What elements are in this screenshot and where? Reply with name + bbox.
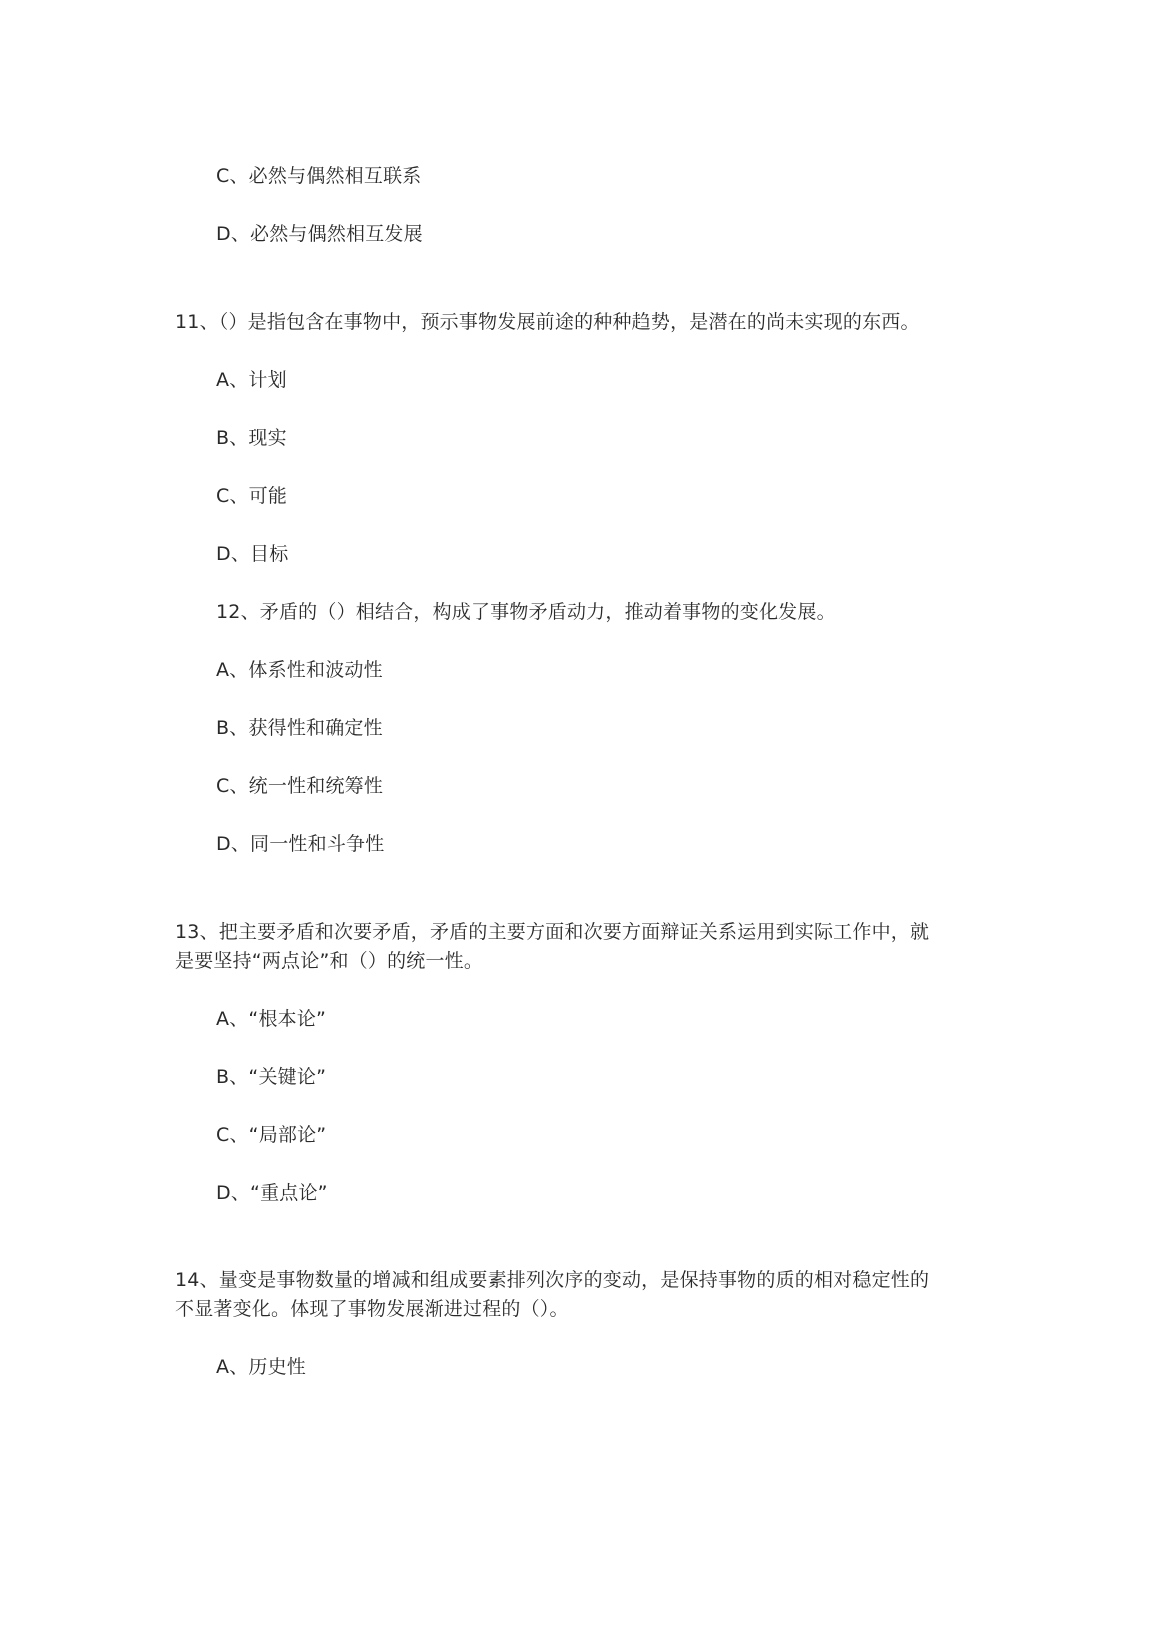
- q11-option-b: B、现实: [216, 427, 287, 449]
- q11-option-a: A、计划: [216, 369, 287, 391]
- q11-option-c: C、可能: [216, 485, 288, 507]
- q12-option-d: D、同一性和斗争性: [216, 833, 385, 855]
- q14-stem-line-2: 不显著变化。体现了事物发展渐进过程的（）。: [175, 1298, 569, 1320]
- q14-stem-line-1: 14、量变是事物数量的增减和组成要素排列次序的变动，是保持事物的质的相对稳定性的: [175, 1269, 930, 1291]
- q10-option-c: C、必然与偶然相互联系: [216, 165, 422, 187]
- q12-option-b: B、获得性和确定性: [216, 717, 383, 739]
- q14-option-a: A、历史性: [216, 1356, 306, 1378]
- q13-stem-line-1: 13、把主要矛盾和次要矛盾，矛盾的主要方面和次要方面辩证关系运用到实际工作中，就: [175, 921, 930, 943]
- q11-stem: 11、（）是指包含在事物中，预示事物发展前途的种种趋势，是潜在的尚未实现的东西。: [175, 311, 920, 333]
- q12-stem: 12、矛盾的（）相结合，构成了事物矛盾动力，推动着事物的变化发展。: [216, 601, 836, 623]
- q13-option-d: D、“重点论”: [216, 1182, 328, 1204]
- q13-option-c: C、“局部论”: [216, 1124, 327, 1146]
- q10-option-d: D、必然与偶然相互发展: [216, 223, 423, 245]
- q12-option-a: A、体系性和波动性: [216, 659, 383, 681]
- q11-option-d: D、目标: [216, 543, 289, 565]
- q13-option-a: A、“根本论”: [216, 1008, 327, 1030]
- q13-stem-line-2: 是要坚持“两点论”和（）的统一性。: [175, 950, 484, 972]
- q13-option-b: B、“关键论”: [216, 1066, 327, 1088]
- q12-option-c: C、统一性和统筹性: [216, 775, 384, 797]
